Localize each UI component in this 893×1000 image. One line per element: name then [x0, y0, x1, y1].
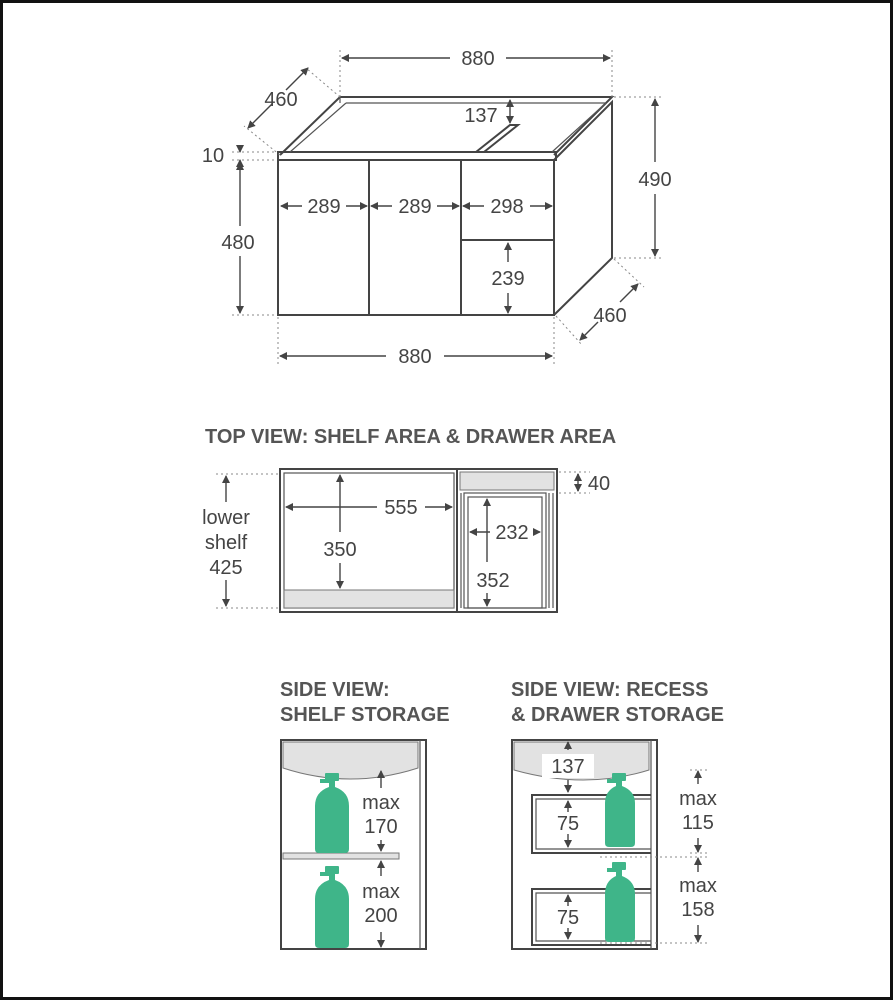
dim-recess-depth: 137	[464, 105, 498, 127]
top-view	[202, 426, 616, 612]
side-view-shelf	[280, 679, 450, 949]
dim-top-depth: 460	[264, 89, 298, 111]
dim-shelf-width: 555	[384, 497, 418, 519]
side-recess-title-1: SIDE VIEW: RECESS	[511, 679, 709, 701]
dim-top-width: 880	[461, 48, 495, 70]
shelf-lower-max-value: 200	[364, 905, 398, 927]
lower-shelf-value: 425	[209, 557, 243, 579]
dim-recess-gap: 40	[587, 473, 611, 495]
lower-shelf-label-2: shelf	[204, 532, 248, 554]
lower-shelf-label-1: lower	[202, 507, 250, 529]
dim-drawer-height: 239	[491, 268, 525, 290]
drawer2-inner-value: 75	[556, 907, 580, 929]
dim-body-height: 480	[221, 232, 255, 254]
dim-bottom-width: 880	[398, 346, 432, 368]
dim-drawer-width: 298	[490, 196, 524, 218]
isometric-view	[202, 48, 672, 368]
dim-total-height: 490	[638, 169, 672, 191]
recess-lower-max-value: 158	[681, 899, 715, 921]
dim-door1-width: 289	[307, 196, 341, 218]
bottle-icon	[605, 862, 635, 942]
dim-drawer-area-width: 232	[495, 522, 529, 544]
recess-upper-max-value: 115	[682, 812, 714, 834]
drawer1-inner-value: 75	[556, 813, 580, 835]
dim-door2-width: 289	[398, 196, 432, 218]
dim-side-depth: 460	[593, 305, 627, 327]
shelf-lower-max-label: max	[362, 881, 400, 903]
bottle-icon	[605, 773, 635, 847]
bottle-icon	[315, 866, 349, 948]
dim-top-thickness: 10	[201, 145, 225, 167]
bottle-icon	[315, 773, 349, 853]
side-recess-title-2: & DRAWER STORAGE	[511, 704, 724, 726]
top-view-title: TOP VIEW: SHELF AREA & DRAWER AREA	[205, 426, 617, 448]
dim-shelf-depth: 350	[323, 539, 357, 561]
recess-lower-max-label: max	[679, 875, 717, 897]
shelf-upper-max-value: 170	[364, 816, 398, 838]
recess-depth-value: 137	[551, 756, 585, 778]
shelf-upper-max-label: max	[362, 792, 400, 814]
recess-upper-max-label: max	[679, 788, 717, 810]
side-shelf-title-2: SHELF STORAGE	[280, 704, 450, 726]
side-view-recess	[511, 679, 724, 949]
dim-drawer-area-depth: 352	[476, 570, 510, 592]
side-shelf-title-1: SIDE VIEW:	[280, 679, 390, 701]
